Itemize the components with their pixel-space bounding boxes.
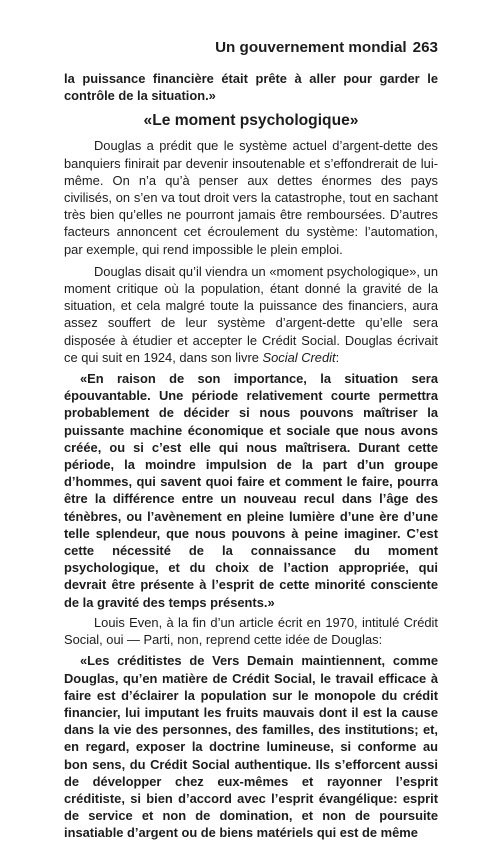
- paragraph-2-tail: :: [335, 349, 340, 365]
- quote-1: «En raison de son importance, la situation sera épouvantable. Une période relativement courte permettra probablement de décider si nous pouvons maîtriser la puissante machine économique et sociale que nous avons créée, ou si c’est elle qui nous maîtrisera. Durant cette période, la moindre impulsion de la part d’un groupe d’hommes, qui savent quoi faire et comment le faire, pourra être la différence entre un nouveau recul dans l’âge des ténèbres, ou l’avènement en pleine lumière d’une ère d’une telle splendeur, que nous pouvons à peine imaginer. C’est cette nécessité de la connaissance du moment psychologique, et du choix de l’action appropriée, qui devrait être présente à l’esprit de cette minorité consciente de la gravité des temps présents.»: [64, 371, 438, 610]
- running-header: [64, 38, 438, 58]
- page-number: 263: [412, 39, 438, 56]
- quote-2: «Les créditistes de Vers Demain maintiennent, comme Douglas, qu’en matière de Crédit Social, le travail efficace à faire est d’éclairer la population sur le monopole du crédit financier, lui imputant les fruits mauvais dont il est la cause dans la vie des personnes, des familles, des institutions; et, en regard, exposer la doctrine lumineuse, si conforme au bon sens, du Crédit Social authentique. Ils s’efforcent aussi de développer chez eux-mêmes et rayonner l’esprit créditiste, si bien d’accord avec l’esprit évangélique: esprit de service et non de domination, et non de poursuite insatiable d’argent ou de biens matériels qui est de même: [64, 653, 438, 841]
- section-title: «Le moment psychologique»: [143, 112, 359, 130]
- paragraph-1: Douglas a prédit que le système actuel d’argent-dette des banquiers finirait par devenir insoutenable et s’effondrerait de lui-même. On n’a qu’à penser aux dettes énormes des pays civilisés, on s’en va tout droit vers la catastrophe, tout en sachant très bien qu’elles ne pourront jamais être remboursées. D’autres facteurs annoncent cet écroulement du système: l’automation, par exemple, qui rend impossible le plein emploi.: [64, 138, 438, 257]
- paragraph-3: Louis Even, à la fin d’un article écrit en 1970, intitulé Crédit Social, oui — Parti, non, reprend cette idée de Douglas:: [64, 614, 438, 648]
- chapter-title: Un gouvernement mondial: [215, 39, 407, 56]
- intro-fragment: la puissance financière était prête à aller pour garder le contrôle de la situation.»: [64, 71, 438, 104]
- paragraph-2-text: Douglas disait qu’il viendra un «moment psychologique», un moment critique où la population, étant donné la gravité de la situation, et cela malgré toute la puissance des financiers, aura assez souffert de leur système d’argent-dette qu’elle sera disposée à étudier et accepter le Crédit Social. Douglas écrivait ce qui suit en 1924, dans son livre: [64, 263, 438, 365]
- book-title: Social Credit: [262, 349, 336, 365]
- book-page: [64, 38, 438, 845]
- paragraph-2: [64, 263, 438, 366]
